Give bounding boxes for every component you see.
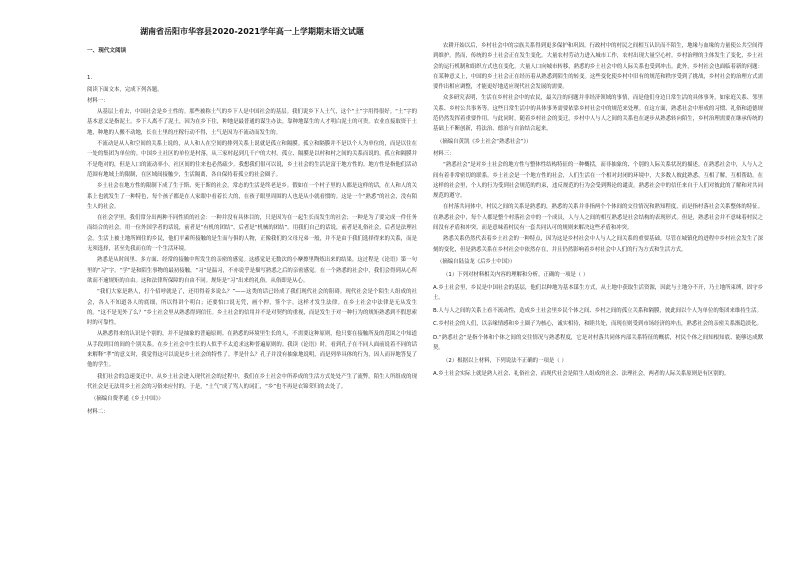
question-stem: （1）下列对材料相关内容的理解和分析，正确的一项是（ ） [443, 272, 589, 279]
paragraph: 熟悉是从时间里、多方面、经常的接触中所发生的亲密的感觉。这感觉是无数次的小摩擦里陶炼出来的结果。这过程是《论语》第一句里的“习”字。“学”是和陌生事物的最初接触，“习”是温习，不亦说乎是描写熟悉之后的亲密感觉。在一个熟悉的社会中，我们会得到从心所欲而不逾规矩的自由。这和法律所保障的自由不同。规矩是“习”出来的礼俗。从俗即是从心。 [87, 257, 417, 284]
left-column [87, 44, 417, 418]
paragraph: 乡土社会在地方性的限制下成了生于斯、死于斯的社会。常态的生活是终老是乡。假如在一个村子里的人都是这样的话，在人和人的关系上也就发生了一种特色，每个孩子都是在人家眼中看着长大的，在孩子眼里周围的人也是从小就看惯的。这是一个“熟悉”的社会，没有陌生人的社会。 [87, 183, 417, 210]
paragraph: 从基层上看去，中国社会是乡土性的。那些被称土气的乡下人是中国社会的基层。我们说乡下人土气，这个“土”字用得很好。“土”字的基本意义是指泥土。乡下人离不了泥土，因为在乡下住，种地是最普通的谋生办法。靠种地谋生的人才明白泥土的可贵。农业直接取资于土地，种地的人搬不动地，长在土里的庄稼行动不得，土气是因为不流动而发生的。 [87, 109, 417, 136]
paragraph: 从熟悉得来的认识是个别的，并不是抽象的普遍原则。在熟悉的环境里生长的人，不需要这种原则，他只要在接触所及的范围之中知道从手段到目的间的个别关系。在乡土社会中生长的人似乎不太追求这种普遍原则的。我读《论语》时，看到孔子在不同人面前说着不同的话来解释“孝”的意义时，我觉得这可以说是乡土社会的特性了。孝是什么？孔子并没有抽象地说明，而是列举具体的行为，因人而异地答复了他的学生。 [87, 331, 417, 369]
paragraph: “熟悉社会”是对乡土社会的地方性与整体性结构特征的一种概括，而非抽象的、个别的人际关系状况的描述。在熟悉社会中，人与人之间有着非常密切的联系。乡土社会是一个地方性的社会，人们生活在一个相对封闭的环境中，大多数人彼此熟悉，互相了解，互相帮助。在这样的社会里，个人的行为受到社会规范的约束，违反规范的行为会受到舆论的谴责。熟悉社会中的信任来自于人们对彼此的了解和对共同规范的遵守。 [433, 162, 763, 200]
section-heading: 一、现代文阅读 [87, 48, 127, 54]
right-column [433, 41, 763, 382]
paragraph: 熟悉关系仍然代表着乡土社会的一种特点，因为这是乡村社会中人与人之间关系的重要基础。尽管在城镇化的进程中乡村社会发生了深刻的变化，但是熟悉关系在乡村社会中依然存在，并且仍然影响着乡村社会中人们的行为方式和生活方式。 [433, 236, 763, 253]
paragraph: 我们社会的急速变迁中，从乡土社会进入现代社会的过程中，我们在乡土社会中所养成的生活方式处处产生了流弊。陌生人所组成的现代社会是无法用乡土社会的习俗来应付的。于是，“土气”成了骂人的词汇，“乡”也不再是衣锦荣归的去处了。 [87, 373, 417, 390]
page-title: 湖南省岳阳市华容县2020-2021学年高一上学期期末语文试题 [140, 27, 364, 36]
question-stem: （2）根据以上材料，下列说法不正确的一项是（ ） [443, 358, 567, 365]
answer-option[interactable]: C.乡村社会的人们，以亲缘情感和乡土圈子为核心，诚实相待，和睦共处，而现在则受到市场经济的冲击，熟悉社会的亲密关系渐趋淡化。 [433, 321, 762, 328]
paragraph: “我们大家是熟人，打个招呼就是了，还用得着多说么？”——这类的话已经成了我们现代社会的阻碍。现代社会是个陌生人组成的社会，各人不知道各人的底细，所以得讲个明白；还要怕口说无凭，画个押，签个字。这样才发生法律。在乡土社会中法律是无从发生的。“这不是见外了么？”乡土社会里从熟悉得到信任。乡土社会的信用并不是对契约的重视，而是发生于对一种行为的规矩熟悉到不假思索时的可靠性。 [87, 289, 417, 327]
source-citation: （摘编自费孝通《乡土中国》） [91, 396, 164, 403]
answer-option[interactable]: A.乡土社会实际上就是熟人社会、礼俗社会，而现代社会是陌生人组成的社会、法理社会，两者的人际关系原则是有区别的。 [433, 370, 730, 377]
reading-instruction: 阅读下面文本，完成下列各题。 [87, 86, 163, 93]
paragraph: 不流动是从人和空间的关系上说的，从人和人在空间的排列关系上说就是孤立和隔膜。孤立和隔膜并不是以个人为单位的，而是以住在一处的集团为单位的。中国乡土社区的单位是村落，从三家村起到几千户的大村。孤立、隔膜是以村和村之间的关系而说的。孤立和隔膜并不是绝对的，但是人口的流动率小，社区间的往来也必然疏少。我想我们很可以说，乡土社会的生活是富于地方性的。地方性是指他们活动范围有地域上的限制，在区域间接触少，生活隔离，各自保持着孤立的社会圈子。 [87, 141, 417, 178]
material-label: 材料二： [87, 408, 109, 415]
paragraph: 在村落共同体中，村民之间的关系是熟悉的，熟悉的关系并非指两个个体间的交往情况和熟知程度，而是指村落社会关系整体的特征。在熟悉社会中，每个人都是整个村落社会中的一个成员，人与人之间的相互熟悉是社会结构的表现形式。但是，熟悉社会并不意味着村民之间没有矛盾和冲突，而是意味着村民有一套共同认可的规则来解决这些矛盾和冲突。 [433, 204, 763, 232]
material-label: 材料一： [87, 97, 109, 104]
answer-option[interactable]: A.乡土社会里，乡民是中国社会的基层，他们以种地为基本谋生方式，从土地中获取生活资源，因此与土地分不开，乃土地所束缚，固守乡土。 [433, 284, 763, 301]
material-label: 材料三： [433, 150, 455, 157]
paragraph: 在社会学里，我们常分出两种不同性质的社会：一种并没有具体目的，只是因为在一起生长而发生的社会；一种是为了要完成一件任务而结合的社会。用一位外国学者的话说，前者是“有机的团结”，后者是“机械的团结”。用我们自己的话说，前者是礼俗社会，后者是法理社会。生活上被土地所囿住的乡民，他们平素所接触的是生而与俱的人物，正像我们的父母兄弟一般，并不是由于我们选择得来的关系，而是无须选择，甚至先我而在的一个生活环境。 [87, 215, 417, 253]
paragraph: 众多研究表明，生活在乡村社会中的农民，最关注的问题并非经济领域的事情，而是他们身边日常生活的具体事务，如家庭关系、邻里关系、乡村公共事务等。这些日常生活中的具体事务需要依靠乡村社会中的规范来处理。在这方面，熟悉社会中形成的习惯、礼俗和道德规范仍然发挥着重要作用。与此同时，随着乡村社会的变迁，乡村中人与人之间的关系也在逐步从熟悉转向陌生，乡村治理需要在继承传统的基础上不断创新，将法治、德治与自治结合起来。 [433, 95, 763, 133]
source-citation: （摘编自黄凯《乡土社会“熟悉社会”》） [437, 138, 532, 145]
question-number: 1. [87, 75, 93, 82]
paragraph: 农耕开始以后，乡村社会中的宗族关系得到更多保护和巩固。行政村中的村民之间相互认识而不陌生，地缘与血缘的力量使公共空间得到维护。然而，传统的乡土社会正在发生变化。大量农村劳动力进入城市工作，农村出现大量空心村。乡村治理的主体发生了变化，乡土社会的运行机制和组织方式也在变化。大量人口向城市转移，熟悉的乡土社会中的人际关系也受到冲击。此外，乡村社会也面临着新的问题：在某种意义上，中国的乡土社会正在经历着从熟悉到陌生的转变。这些变化使乡村中旧有的规范和秩序受到了挑战，乡村社会的治理方式需要作出相应调整，才能更好地适应现代社会发展的需要。 [433, 43, 763, 91]
answer-option[interactable]: B.人与人之间的关系上看不流动性，造成乡土社会里乡民个体之间、乡村之间的孤立关系和隔膜，彼此间以个人为单位的集团来维持生活。 [433, 308, 762, 315]
source-citation: （摘编自陆益龙《后乡土中国》） [437, 258, 516, 265]
answer-option[interactable]: D.“熟悉社会”是指个体和个体之间的交往情况与熟悉程度，它是对村落共同体内部关系特征的概括，村民个体之间知根知底、能够达成默契。 [433, 334, 763, 352]
